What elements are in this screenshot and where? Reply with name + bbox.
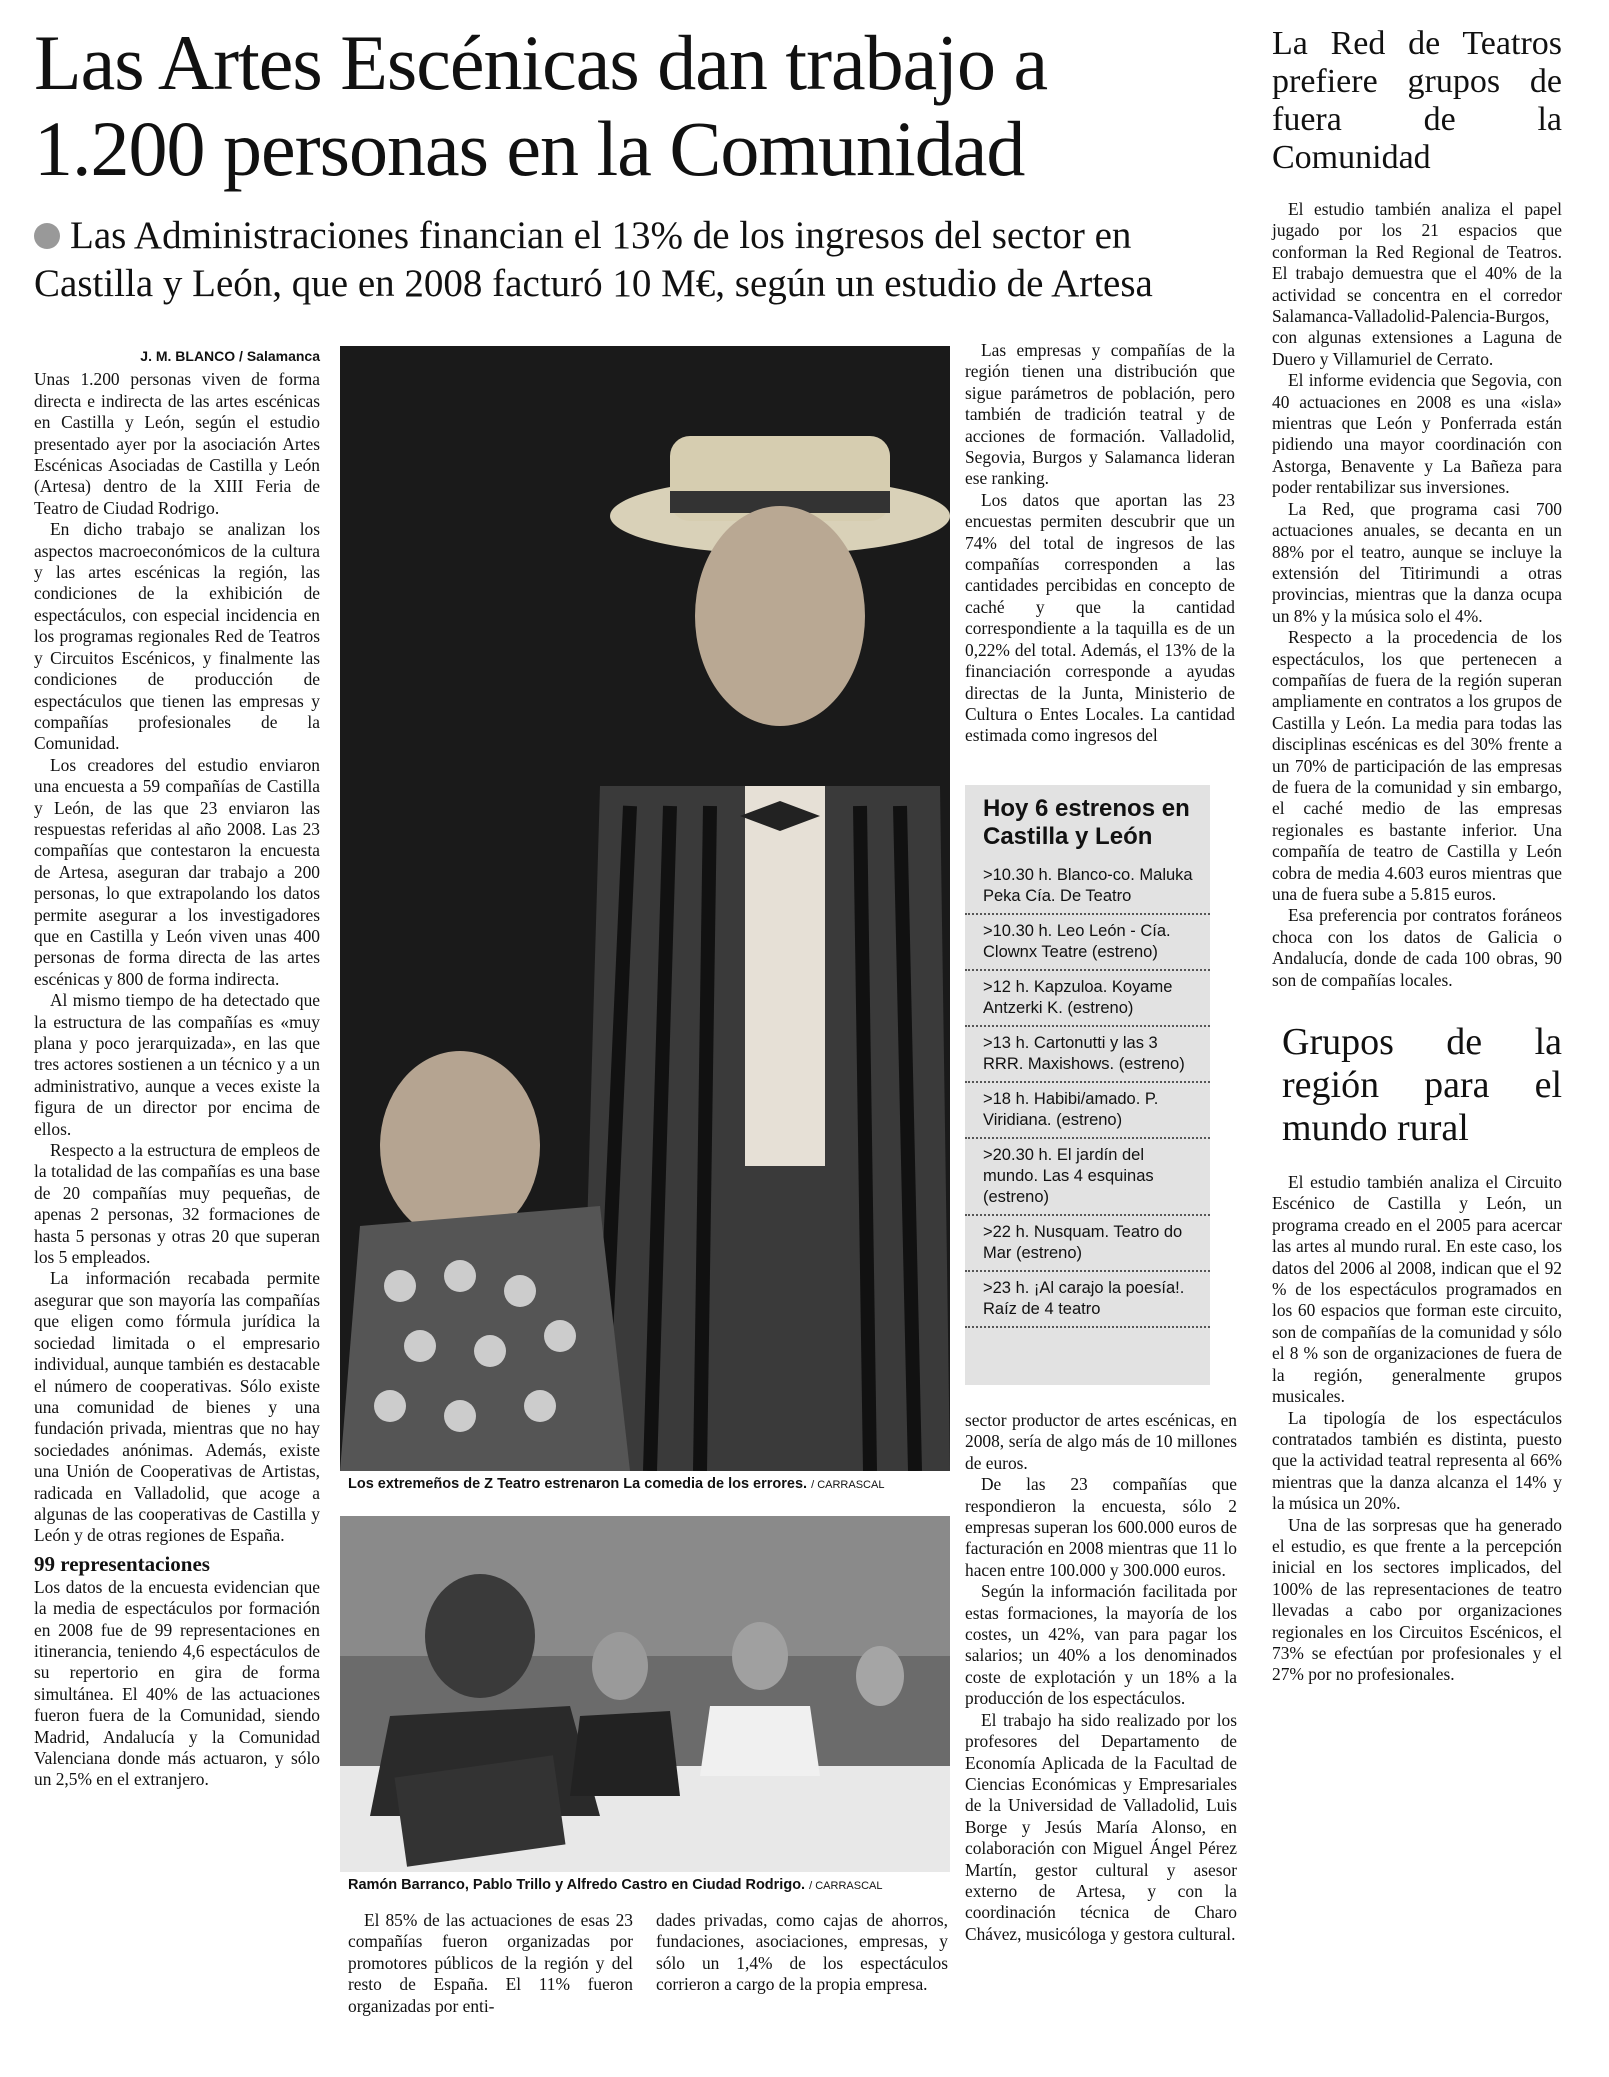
paragraph: Según la información facilitada por estas formaciones, la mayoría de los costes, un 42%, van para pagar los salarios; un 40% a los denominados coste de explotación y un 18% a la producción de los espectáculos. (965, 1581, 1237, 1709)
events-box-title: Hoy 6 estrenos en Castilla y León (983, 795, 1190, 850)
column-4-top (965, 340, 1235, 747)
paragraph: De las 23 compañías que respondieron la encuesta, sólo 2 empresas superan los 600.000 euros de facturación en 2008 mientras que 11 lo hacen entre 100.000 y 300.000 euros. (965, 1474, 1237, 1580)
deck-text: Las Administraciones financian el 13% de los ingresos del sector en Castilla y León, que en 2008 facturó 10 M€, según un estudio de Artesa (34, 214, 1153, 305)
sidebar-title: La Red de Teatros prefiere grupos de fuera de la Comunidad (1272, 25, 1562, 176)
photo-1-credit: / CARRASCAL (811, 1479, 885, 1491)
column-2-bottom (348, 1910, 633, 2017)
byline: J. M. BLANCO / Salamanca (140, 348, 320, 364)
paragraph: Esa preferencia por contratos foráneos choca con los datos de Galicia o Andalucía, donde de cada 100 obras, 90 son de compañías locales. (1272, 905, 1562, 990)
paragraph: Los datos de la encuesta evidencian que la media de espectáculos por formación en 2008 fue de 99 representaciones en itinerancia, teniendo 4,6 espectáculos de su repertorio en gira de forma simultánea. El 40% de las actuaciones fueron fuera de la Comunidad, siendo Madrid, Andalucía y la Comunidad Valenciana donde más actuaron, y sólo un 2,5% en el extranjero. (34, 1576, 320, 1790)
event-item: >22 h. Nusquam. Teatro do Mar (estreno) (965, 1214, 1210, 1270)
photo-2-credit: / CARRASCAL (809, 1880, 883, 1892)
event-item: >13 h. Cartonutti y las 3 RRR. Maxishows. (estreno) (965, 1025, 1210, 1081)
paragraph: La tipología de los espectáculos contratados también es distinta, puesto que la actividad teatral representa al 66% mientras que la danza alcanza el 14% y la música un 20%. (1272, 1407, 1562, 1514)
event-item: >20.30 h. El jardín del mundo. Las 4 esquinas (estreno) (965, 1137, 1210, 1214)
paragraph: El 85% de las actuaciones de esas 23 compañías fueron organizadas por promotores públicos de la región y del resto de España. El 11% fueron organizadas por enti- (348, 1910, 633, 2016)
subhead: 99 representaciones (34, 1551, 210, 1576)
event-item: >12 h. Kapzuloa. Koyame Antzerki K. (estreno) (965, 969, 1210, 1025)
bullet-icon (34, 223, 60, 249)
paragraph: dades privadas, como cajas de ahorros, fundaciones, asociaciones, empresas, y sólo un 1,4% de los espectáculos corrieron a cargo de la propia empresa. (656, 1910, 948, 1995)
events-list (965, 859, 1210, 1328)
paragraph: Respecto a la estructura de empleos de la totalidad de las compañías es una base de 20 compañías muy pequeñas, de apenas 2 personas, 32 formaciones de hasta 5 personas y otras 20 que superan los 5 empleados. (34, 1140, 320, 1268)
photo-2-caption-text: Ramón Barranco, Pablo Trillo y Alfredo Castro en Ciudad Rodrigo. (348, 1877, 806, 1893)
headline-line-2: 1.200 personas en la Comunidad (34, 105, 1025, 192)
paragraph: La Red, que programa casi 700 actuaciones anuales, se decanta en un 88% por el teatro, aunque se incluye la extensión del Titirimundi a otras provincias, mientras que la danza ocupa un 8% y la música solo el 4%. (1272, 498, 1562, 626)
photo-2-caption (348, 1877, 948, 1893)
photo-1-caption-text: Los extremeños de Z Teatro estrenaron La comedia de los errores. (348, 1476, 808, 1492)
column-4-bottom (965, 1410, 1237, 1945)
paragraph: El estudio también analiza el papel jugado por los 21 espacios que conforman la Red Regional de Teatros. El trabajo demuestra que el 40% de la actividad se concentra en el corredor Salamanca-Valladolid-Palencia-Burgos, con algunas extensiones a Laguna de Duero y Villamuriel de Cerrato. (1272, 199, 1562, 369)
press-conference-illustration (340, 1516, 950, 1872)
paragraph: La información recabada permite asegurar que son mayoría las compañías que eligen como fórmula jurídica la sociedad limitada o el empresario individual, aunque también es destacable el número de cooperativas. Sólo existe una comunidad de bienes y una fundación privada, mientras que no hay sociedades anónimas. Además, existe una Unión de Cooperativas de Artistas, radicada en Valladolid, que acoge a algunas de las cooperativas de Castilla y León y de otras regiones de España. (34, 1268, 320, 1546)
deck (34, 212, 1234, 308)
headline (34, 20, 1234, 192)
paragraph: El informe evidencia que Segovia, con 40 actuaciones en 2008 es una «isla» mientras que León y Ponferrada están pidiendo una mayor coordinación con Astorga, Benavente y La Bañeza para poder rentabilizar sus inversiones. (1272, 370, 1562, 498)
paragraph: El estudio también analiza el Circuito Escénico de Castilla y León, un programa creado en el 2005 para acercar las artes al mundo rural. En este caso, los datos del 2006 al 2008, indican que el 92 % de los espectáculos programados en los 60 espacios que forman este circuito, son de compañías de la comunidad y sólo el 8 % son de organizaciones de fuera de la región, generalmente grupos musicales. (1272, 1172, 1562, 1407)
photo-1-caption (348, 1476, 948, 1492)
press-conference-photo (340, 1516, 950, 1872)
paragraph: Al mismo tiempo de ha detectado que la estructura de las compañías es «muy plana y poco jerarquizada», en las que tres actores sostienen a un técnico y a un administrativo, aunque a veces existe la figura de un director por encima de ellos. (34, 990, 320, 1139)
events-box (965, 785, 1210, 1385)
event-item: >10.30 h. Blanco-co. Maluka Peka Cía. De Teatro (983, 866, 1193, 905)
sidebar (1272, 25, 1562, 1686)
paragraph: Los creadores del estudio enviaron una encuesta a 59 compañías de Castilla y León, de las que 23 enviaron las respuestas referidas al año 2008. Las 23 compañías que contestaron la encuesta de Artesa, aseguran dar trabajo a 200 personas, lo que extrapolando los datos permite asegurar a los investigadores que en Castilla y León viven unas 400 personas de forma directa de las artes escénicas y 800 de forma indirecta. (34, 754, 320, 989)
theatre-photo-illustration (340, 346, 950, 1471)
headline-line-1: Las Artes Escénicas dan trabajo a (34, 19, 1048, 106)
paragraph: Los datos que aportan las 23 encuestas permiten descubrir que un 74% del total de ingresos de las compañías corresponden a las cantidades percibidas en concepto de caché y que la cantidad correspondiente a la taquilla es de un 0,22% del total. Además, el 13% de la financiación corresponde a ayudas directas de la Junta, Ministerio de Cultura o Entes Locales. La cantidad estimada como ingresos del (965, 489, 1235, 746)
paragraph: Unas 1.200 personas viven de forma directa e indirecta de las artes escénicas en Castilla y León, según el estudio presentado ayer por la asociación Artes Escénicas Asociadas de Castilla y León (Artesa) dentro de la XIII Feria de Teatro de Ciudad Rodrigo. (34, 369, 320, 518)
column-1 (34, 346, 320, 1791)
event-item: >23 h. ¡Al carajo la poesía!. Raíz de 4 teatro (965, 1270, 1210, 1326)
paragraph: Respecto a la procedencia de los espectáculos, los que pertenecen a compañías de fuera de la región superan ampliamente en contratos a los grupos de Castilla y León. La media para todas las disciplinas escénicas es del 30% frente a un 70% de participación de las empresas de fuera de la comunidad y sin embargo, el caché medio de las empresas regionales es bastante inferior. Una compañía de teatro de Castilla y León cobra de media 4.603 euros mientras que una de fuera sube a 5.815 euros. (1272, 627, 1562, 904)
paragraph: El trabajo ha sido realizado por los profesores del Departamento de Economía Aplicada de la Facultad de Ciencias Económicas y Empresariales de la Universidad de Valladolid, Luis Borge y Jesús María Alonso, en colaboración con Miguel Ángel Pérez Martín, gestor cultural y asesor externo de Artesa, y con la coordinación técnica de Charo Chávez, musicóloga y gestora cultural. (965, 1709, 1237, 1944)
paragraph: En dicho trabajo se analizan los aspectos macroeconómicos de la cultura y las artes escénicas la región, las condiciones de la exhibición de espectáculos, con especial incidencia en los programas regionales Red de Teatros y Circuitos Escénicos, y finalmente las condiciones de producción de espectáculos que tienen las empresas y compañías profesionales de la Comunidad. (34, 519, 320, 754)
event-item: >10.30 h. Leo León - Cía. Clownx Teatre (estreno) (965, 913, 1210, 969)
theatre-photo (340, 346, 950, 1471)
paragraph: sector productor de artes escénicas, en 2008, sería de algo más de 10 millones de euros. (965, 1410, 1237, 1473)
paragraph: Una de las sorpresas que ha generado el estudio, es que frente a la percepción inicial en los sectores implicados, del 100% de las representaciones de teatro llevadas a cabo por organizaciones regionales en los Circuitos Escénicos, el 73% se efectúan por profesionales y el 27% por no profesionales. (1272, 1514, 1562, 1685)
paragraph: Las empresas y compañías de la región tienen una distribución que sigue parámetros de población, pero también de tradición teatral y de acciones de formación. Valladolid, Segovia, Burgos y Salamanca lideran ese ranking. (965, 340, 1235, 489)
event-item: >18 h. Habibi/amado. P. Viridiana. (estreno) (965, 1081, 1210, 1137)
column-3-bottom (656, 1910, 948, 1996)
sidebar-subtitle: Grupos de la región para el mundo rural (1282, 1021, 1562, 1150)
